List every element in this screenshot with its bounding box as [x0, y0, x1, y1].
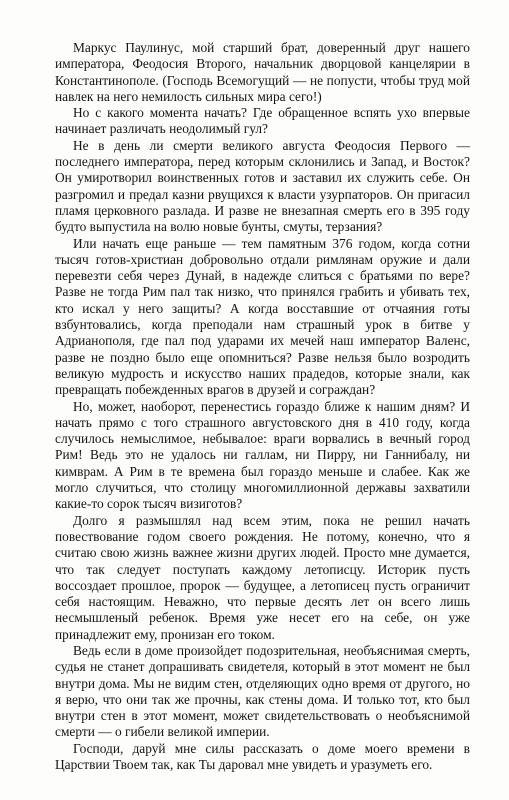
paragraph: Или начать еще раньше — тем памятным 376 годом, когда сотни тысяч готов-христиан добровольно отдали римлянам оружие и дали перевезти себя через Дунай, в надежде слиться с братьями по вере? Разве не тогда Рим пал так низко, что принялся грабить и убивать тех, кто искал у него защиты? А когда восставшие от отчаяния готы взбунтовались, когда преподали нам страшный урок в битве у Адрианополя, где пал под ударами их мечей наш император Валенс, разве не поздно было еще опомниться? Разве нельзя было возродить великую мудрость и искусство наших прадедов, которые знали, как превращать побежденных врагов в друзей и сограждан?	[55, 235, 470, 398]
paragraph: Долго я размышлял над всем этим, пока не решил начать повествование годом своего рождения. Не потому, конечно, что я считаю свою жизнь важнее жизни других людей. Просто мне думается, что так следует поступать каждому летописцу. Историк пусть воссоздает прошлое, пророк — будущее, а летописец пусть ограничит себя настоящим. Неважно, что первые десять лет он всего лишь несмышленый ребенок. Время уже несет его на себе, он уже принадлежит ему, пронизан его током.	[55, 512, 470, 642]
paragraph: Не в день ли смерти великого августа Феодосия Первого — последнего императора, перед которым склонились и Запад, и Восток? Он умиротворил воинственных готов и заставил их служить себе. Он разгромил и предал казни рвущихся к власти узурпаторов. Он пригасил пламя церковного разлада. И разве не внезапная смерть его в 395 году будто выпустила на волю новые бунты, смуты, терзания?	[55, 137, 470, 235]
paragraph: Но, может, наоборот, перенестись гораздо ближе к нашим дням? И начать прямо с того страшного августовского дня в 410 году, когда случилось немыслимое, небывалое: враги ворвались в вечный город Рим! Ведь это не удалось ни галлам, ни Пирру, ни Ганнибалу, ни кимврам. А Рим в те времена был гораздо меньше и слабее. Как же могло случиться, что столицу многомиллионной державы захватили какие-то сорок тысяч визиготов?	[55, 398, 470, 512]
page-text	[55, 40, 470, 773]
paragraph: Маркус Паулинус, мой старший брат, доверенный друг нашего императора, Феодосия Второго, начальник дворцовой канцелярии в Константинополе. (Господь Всемогущий — не попусти, чтобы труд мой навлек на него немилость сильных мира сего!)	[55, 40, 470, 104]
paragraph: Ведь если в доме произойдет подозрительная, необъяснимая смерть, судья не станет допрашивать свидетеля, который в этот момент не был внутри дома. Мы не видим стен, отделяющих одно время от другого, но я верю, что они так же прочны, как стены дома. И только тот, кто был внутри стен в этот момент, может свидетельствовать о необъяснимой смерти — о гибели великой империи.	[55, 642, 470, 740]
paragraph: Господи, даруй мне силы рассказать о доме моего времени в Царствии Твоем так, как Ты даровал мне увидеть и уразуметь его.	[55, 740, 470, 773]
paragraph: Но с какого момента начать? Где обращенное вспять ухо впервые начинает различать неодолимый гул?	[55, 105, 470, 137]
